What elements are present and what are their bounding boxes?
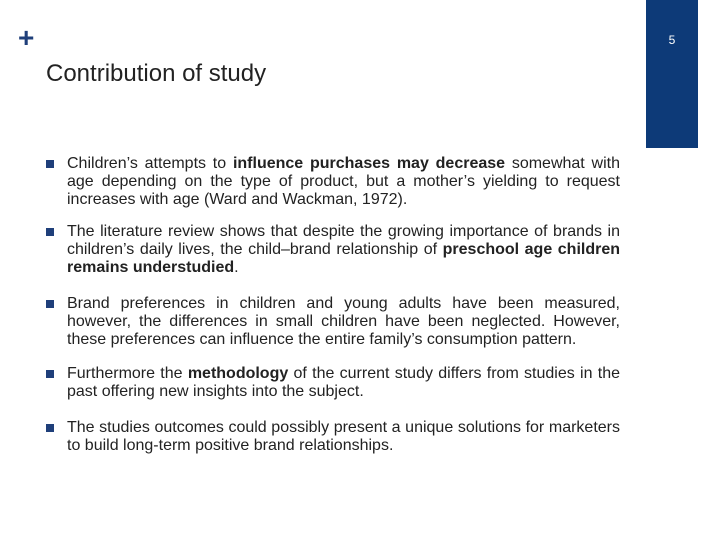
- bullet-item: [46, 419, 620, 455]
- square-bullet-icon: [46, 424, 54, 432]
- bullet-text: .: [234, 259, 239, 276]
- square-bullet-icon: [46, 228, 54, 236]
- bullet-emphasis: influence purchases may decrease: [232, 155, 506, 172]
- bullet-text: The studies outcomes could possibly present a unique solutions for marketers to build long-term positive brand relationships.: [67, 419, 620, 454]
- bullet-text: Children’s attempts to: [67, 155, 233, 172]
- square-bullet-icon: [46, 300, 54, 308]
- page-number-tab: [646, 0, 698, 148]
- bullet-text: Furthermore the: [67, 365, 188, 382]
- bullet-text: Brand preferences in children and young adults have been measured, however, the differences in small children have been neglected. However, these preferences can influence the entire family’s consumption pattern.: [67, 295, 620, 348]
- bullet-item: [46, 155, 620, 209]
- bullet-text: somewhat with age depending on the type of product, but a mother’s yielding to request increases with age (Ward and Wackman, 1972).: [67, 155, 620, 208]
- bullet-item: [46, 365, 620, 401]
- bullet-text: The literature review shows that despite the growing importance of brands in children’s daily lives, the child–brand relationship of: [67, 223, 620, 258]
- bullet-item: [46, 295, 620, 349]
- page-number: 5: [668, 33, 676, 47]
- bullet-text: of the current study differs from studies in the past offering new insights into the subject.: [67, 365, 620, 400]
- plus-icon: +: [18, 22, 35, 53]
- slide-title: Contribution of study: [46, 60, 267, 87]
- bullet-emphasis: preschool age children remains understudied: [67, 241, 621, 276]
- bullet-list: [46, 155, 620, 455]
- bullet-emphasis: methodology: [187, 365, 289, 382]
- square-bullet-icon: [46, 370, 54, 378]
- bullet-item: [46, 223, 620, 277]
- square-bullet-icon: [46, 160, 54, 168]
